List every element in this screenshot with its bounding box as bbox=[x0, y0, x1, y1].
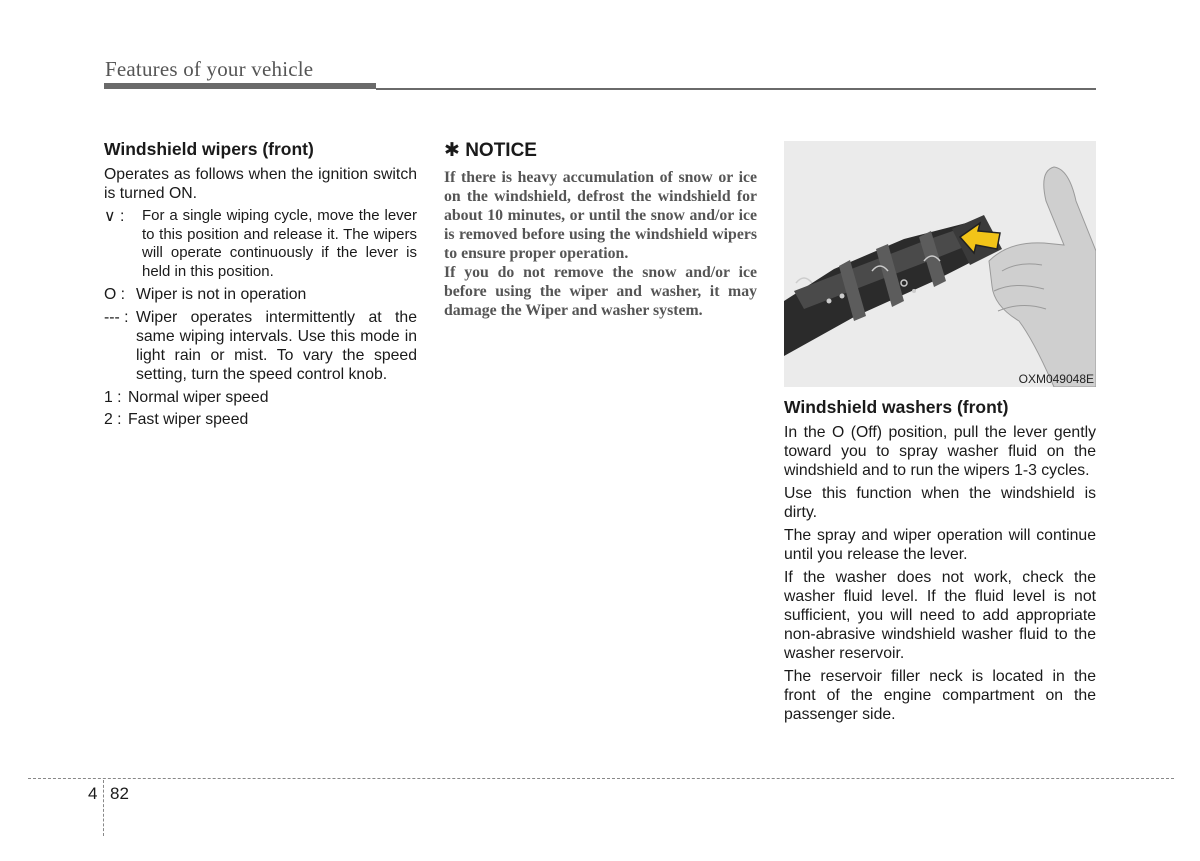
washers-section bbox=[784, 397, 1096, 724]
notice-box bbox=[444, 139, 757, 320]
wiper-mode-text: Wiper is not in operation bbox=[136, 286, 307, 303]
wiper-mode-item bbox=[104, 285, 417, 304]
wiper-mode-key: O : bbox=[104, 286, 126, 303]
washers-paragraph: In the O (Off) position, pull the lever gently toward you to spray washer fluid on the windshield and to run the wipers 1-3 cycles. bbox=[784, 424, 1096, 479]
figure-code: OXM049048E bbox=[1018, 372, 1094, 386]
wiper-mode-item bbox=[104, 388, 417, 407]
footer-divider bbox=[28, 778, 1174, 779]
wipers-intro: Operates as follows when the ignition switch is turned ON. bbox=[104, 166, 417, 202]
wiper-mode-text: For a single wiping cycle, move the lever to this position and release it. The wipers will operate continuously if the lever is held in this position. bbox=[142, 207, 417, 280]
wiper-mode-key: 2 : bbox=[104, 411, 122, 428]
wiper-mode-item bbox=[104, 308, 417, 384]
wiper-mode-key: ∨ : bbox=[104, 208, 125, 225]
right-column bbox=[784, 141, 1096, 728]
washers-paragraph: The spray and wiper operation will continue until you release the lever. bbox=[784, 527, 1096, 563]
washers-paragraph: The reservoir filler neck is located in the front of the engine compartment on the passenger side. bbox=[784, 668, 1096, 723]
notice-paragraph: If there is heavy accumulation of snow or ice on the windshield, defrost the windshield for about 10 minutes, or until the snow and/or ice is removed before using the windshield wipers to ensure proper operation. bbox=[444, 169, 757, 262]
notice-title: ✱ NOTICE bbox=[444, 140, 537, 161]
notice-paragraph: If you do not remove the snow and/or ice before using the wiper and washer, it may damage the Wiper and washer system. bbox=[444, 264, 757, 319]
page-number: 82 bbox=[110, 784, 129, 803]
header-rule-thick bbox=[104, 83, 376, 89]
wiper-mode-text: Normal wiper speed bbox=[128, 389, 269, 406]
washers-heading: Windshield washers (front) bbox=[784, 397, 1009, 417]
wiper-lever-illustration bbox=[784, 141, 1096, 387]
wiper-mode-item bbox=[104, 410, 417, 429]
wiper-lever-drawing bbox=[784, 141, 1096, 387]
wiper-mode-key: 1 : bbox=[104, 389, 122, 406]
wiper-mode-item bbox=[104, 207, 417, 281]
wipers-heading: Windshield wipers (front) bbox=[104, 139, 314, 159]
washers-paragraph: If the washer does not work, check the washer fluid level. If the fluid level is not sufficient, you will need to add appropriate non-abrasive windshield washer fluid to the washer reservoir. bbox=[784, 569, 1096, 662]
header-rule-thin bbox=[376, 88, 1096, 90]
wiper-mode-text: Fast wiper speed bbox=[128, 411, 249, 428]
footer-vertical-divider bbox=[103, 780, 104, 836]
chapter-number: 4 bbox=[88, 784, 98, 803]
page-header-title: Features of your vehicle bbox=[105, 57, 314, 81]
left-column bbox=[104, 139, 417, 431]
wiper-mode-key: --- : bbox=[104, 309, 129, 326]
washers-paragraph: Use this function when the windshield is dirty. bbox=[784, 485, 1096, 521]
wiper-mode-text: Wiper operates intermittently at the same wiping intervals. Use this mode in light rain or mist. To vary the speed setting, turn the speed control knob. bbox=[136, 309, 417, 383]
